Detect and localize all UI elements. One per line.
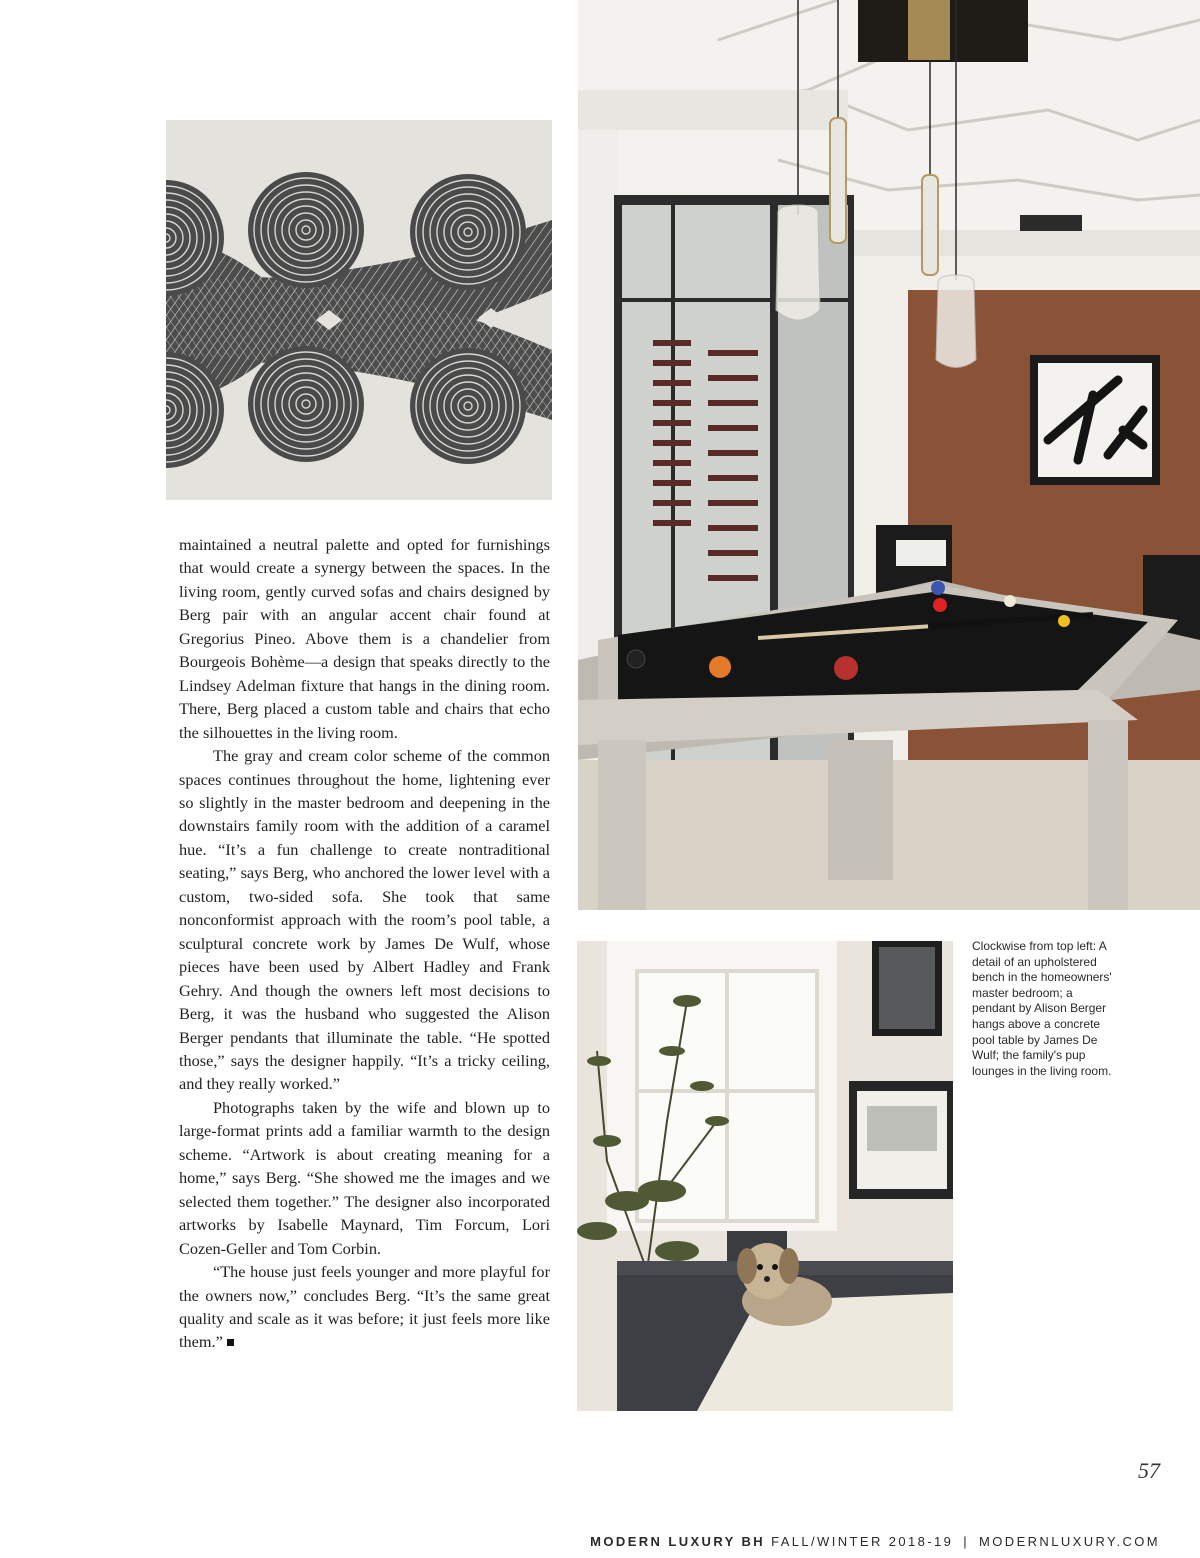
page-footer bbox=[300, 1534, 1160, 1549]
article-body bbox=[179, 533, 550, 1354]
fabric-detail-photo bbox=[166, 120, 552, 500]
article-paragraph: maintained a neutral palette and opted for furnishings that would create a synergy between the spaces. In the living room, gently curved sofas and chairs designed by Berg pair with an angular accent chair found at Gregorius Pineo. Above them is a chandelier from Bourgeois Bohème—a design that speaks directly to the Lindsey Adelman fixture that hangs in the dining room. There, Berg placed a custom table and chairs that echo the silhouettes in the living room. bbox=[179, 535, 550, 742]
issue-label: FALL/WINTER 2018-19 bbox=[771, 1534, 954, 1549]
living-room-dog-photo bbox=[577, 941, 953, 1411]
website-label: MODERNLUXURY.COM bbox=[979, 1534, 1160, 1549]
pool-table-photo bbox=[578, 0, 1200, 910]
page-number: 57 bbox=[1138, 1458, 1160, 1483]
closing-text: “The house just feels younger and more playful for the owners now,” concludes Berg. “It’s the same great quality and scale as it was before; it just feels more like them.” bbox=[179, 1262, 550, 1352]
article-paragraph bbox=[179, 1260, 550, 1354]
end-mark-icon bbox=[227, 1339, 234, 1346]
article-paragraph: Photographs taken by the wife and blown up to large-format prints add a familiar warmth to the design scheme. “Artwork is about creating meaning for a home,” says Berg. “She showed me the images and we selected them together.” The designer also incorporated artworks by Isabelle Maynard, Tim Forcum, Lori Cozen-Geller and Tom Corbin. bbox=[179, 1097, 550, 1258]
publication-name: MODERN LUXURY BH bbox=[590, 1534, 766, 1549]
footer-separator: | bbox=[963, 1534, 970, 1549]
photo-caption: Clockwise from top left: A detail of an upholstered bench in the homeowners' master bedroom; a pendant by Alison Berger hangs above a concrete pool table by James De Wulf; the family's pup lounges in the living room. bbox=[972, 939, 1112, 1078]
article-paragraph: The gray and cream color scheme of the common spaces continues throughout the home, lightening ever so slightly in the master bedroom and deepening in the downstairs family room with the addition of a caramel hue. “It’s a fun challenge to create nontraditional seating,” says Berg, who anchored the lower level with a custom, two-sided sofa. She took that same nonconformist approach with the room’s pool table, a sculptural concrete work by James De Wulf, whose pieces have been used by Albert Hadley and Frank Gehry. And though the owners left most decisions to Berg, it was the husband who suggested the Alison Berger pendants that illuminate the table. “He spotted those,” says the designer happily. “It’s a tricky ceiling, and they really worked.” bbox=[179, 746, 550, 1094]
